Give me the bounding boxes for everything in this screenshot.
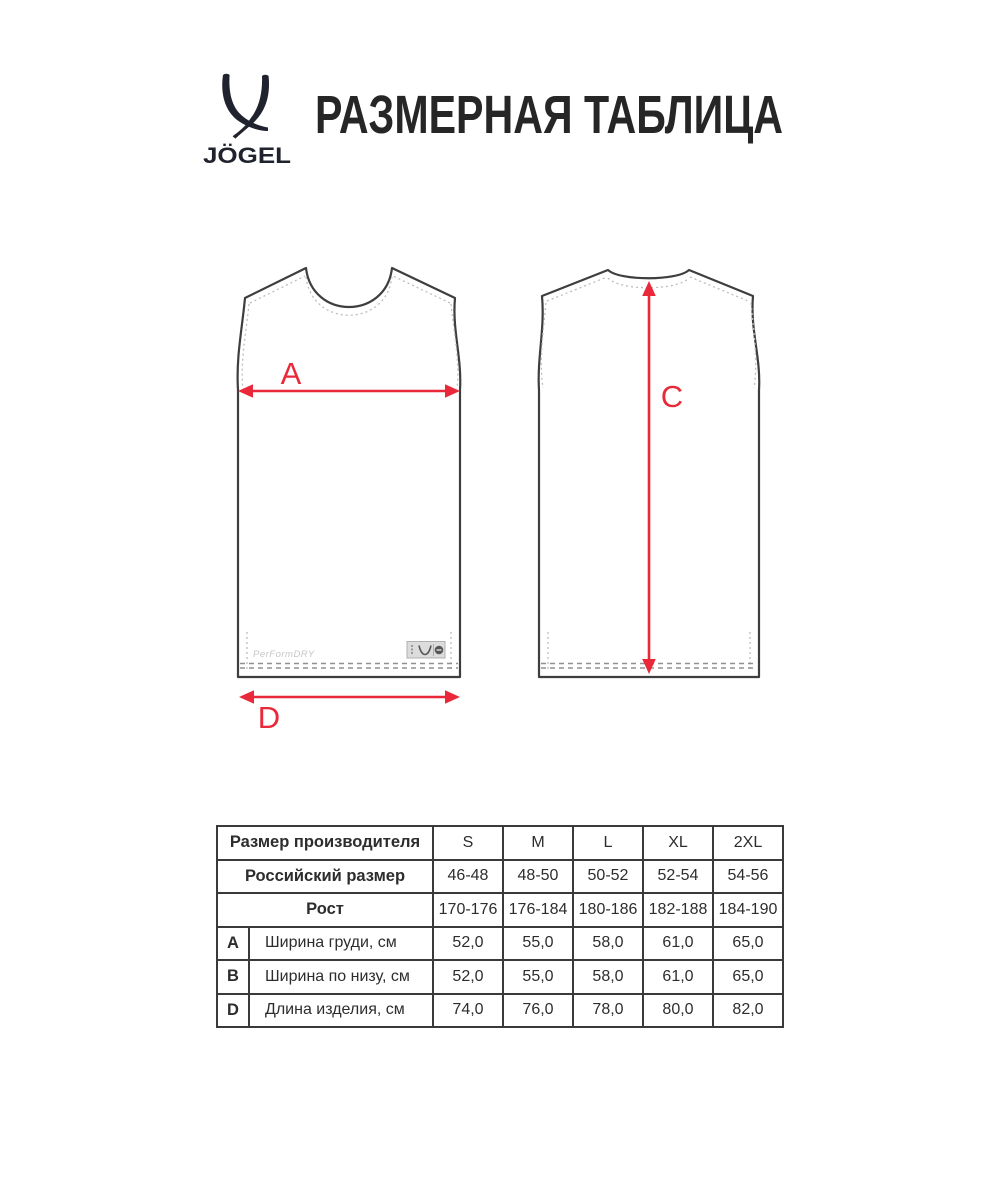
size-table — [216, 825, 784, 1028]
table-row-russian-size — [217, 860, 783, 894]
table-cell: 55,0 — [503, 927, 573, 961]
brand-logo-icon — [222, 74, 269, 139]
russian-size-label: Российский размер — [217, 860, 433, 894]
manufacturer-size-label: Размер производителя — [217, 826, 433, 860]
size-col-header: M — [503, 826, 573, 860]
table-cell: 61,0 — [643, 927, 713, 961]
arrow-d-label: D — [257, 700, 281, 735]
row-param-label: Длина изделия, см — [249, 994, 433, 1028]
row-letter: D — [217, 994, 249, 1028]
row-letter: A — [217, 927, 249, 961]
arrow-a-label: A — [280, 356, 302, 391]
table-row-garment-length — [217, 994, 783, 1028]
front-fabric-label: PerFormDRY — [253, 649, 315, 660]
size-col-header: L — [573, 826, 643, 860]
brand-wordmark: JÖGEL — [203, 143, 291, 168]
row-param-label: Ширина по низу, см — [249, 960, 433, 994]
row-param-label: Ширина груди, см — [249, 927, 433, 961]
table-cell: 48-50 — [503, 860, 573, 894]
size-col-header: XL — [643, 826, 713, 860]
table-cell: 74,0 — [433, 994, 503, 1028]
table-cell: 82,0 — [713, 994, 783, 1028]
height-label: Рост — [217, 893, 433, 927]
measure-arrow-bottom — [239, 690, 460, 735]
table-cell: 176-184 — [503, 893, 573, 927]
table-cell: 46-48 — [433, 860, 503, 894]
table-cell: 52,0 — [433, 927, 503, 961]
arrow-left-head-icon — [239, 690, 254, 704]
table-cell: 76,0 — [503, 994, 573, 1028]
brand-logo — [203, 74, 291, 168]
size-col-header: S — [433, 826, 503, 860]
table-row-manufacturer-size — [217, 826, 783, 860]
table-cell: 52,0 — [433, 960, 503, 994]
table-cell: 58,0 — [573, 927, 643, 961]
table-cell: 78,0 — [573, 994, 643, 1028]
page-title: РАЗМЕРНАЯ ТАБЛИЦА — [315, 85, 783, 145]
table-cell: 61,0 — [643, 960, 713, 994]
table-cell: 182-188 — [643, 893, 713, 927]
arrow-right-head-icon — [445, 690, 460, 704]
table-cell: 65,0 — [713, 927, 783, 961]
table-cell: 180-186 — [573, 893, 643, 927]
table-cell: 54-56 — [713, 860, 783, 894]
table-cell: 58,0 — [573, 960, 643, 994]
table-row-chest-width — [217, 927, 783, 961]
front-care-tag — [407, 642, 445, 659]
arrow-c-label: C — [660, 379, 684, 414]
table-cell: 80,0 — [643, 994, 713, 1028]
row-letter: B — [217, 960, 249, 994]
table-row-height — [217, 893, 783, 927]
table-cell: 184-190 — [713, 893, 783, 927]
front-outline — [238, 268, 461, 677]
table-cell: 50-52 — [573, 860, 643, 894]
table-cell: 170-176 — [433, 893, 503, 927]
table-row-bottom-width — [217, 960, 783, 994]
table-cell: 52-54 — [643, 860, 713, 894]
garment-front-view — [238, 268, 461, 677]
table-cell: 65,0 — [713, 960, 783, 994]
size-col-header: 2XL — [713, 826, 783, 860]
table-cell: 55,0 — [503, 960, 573, 994]
